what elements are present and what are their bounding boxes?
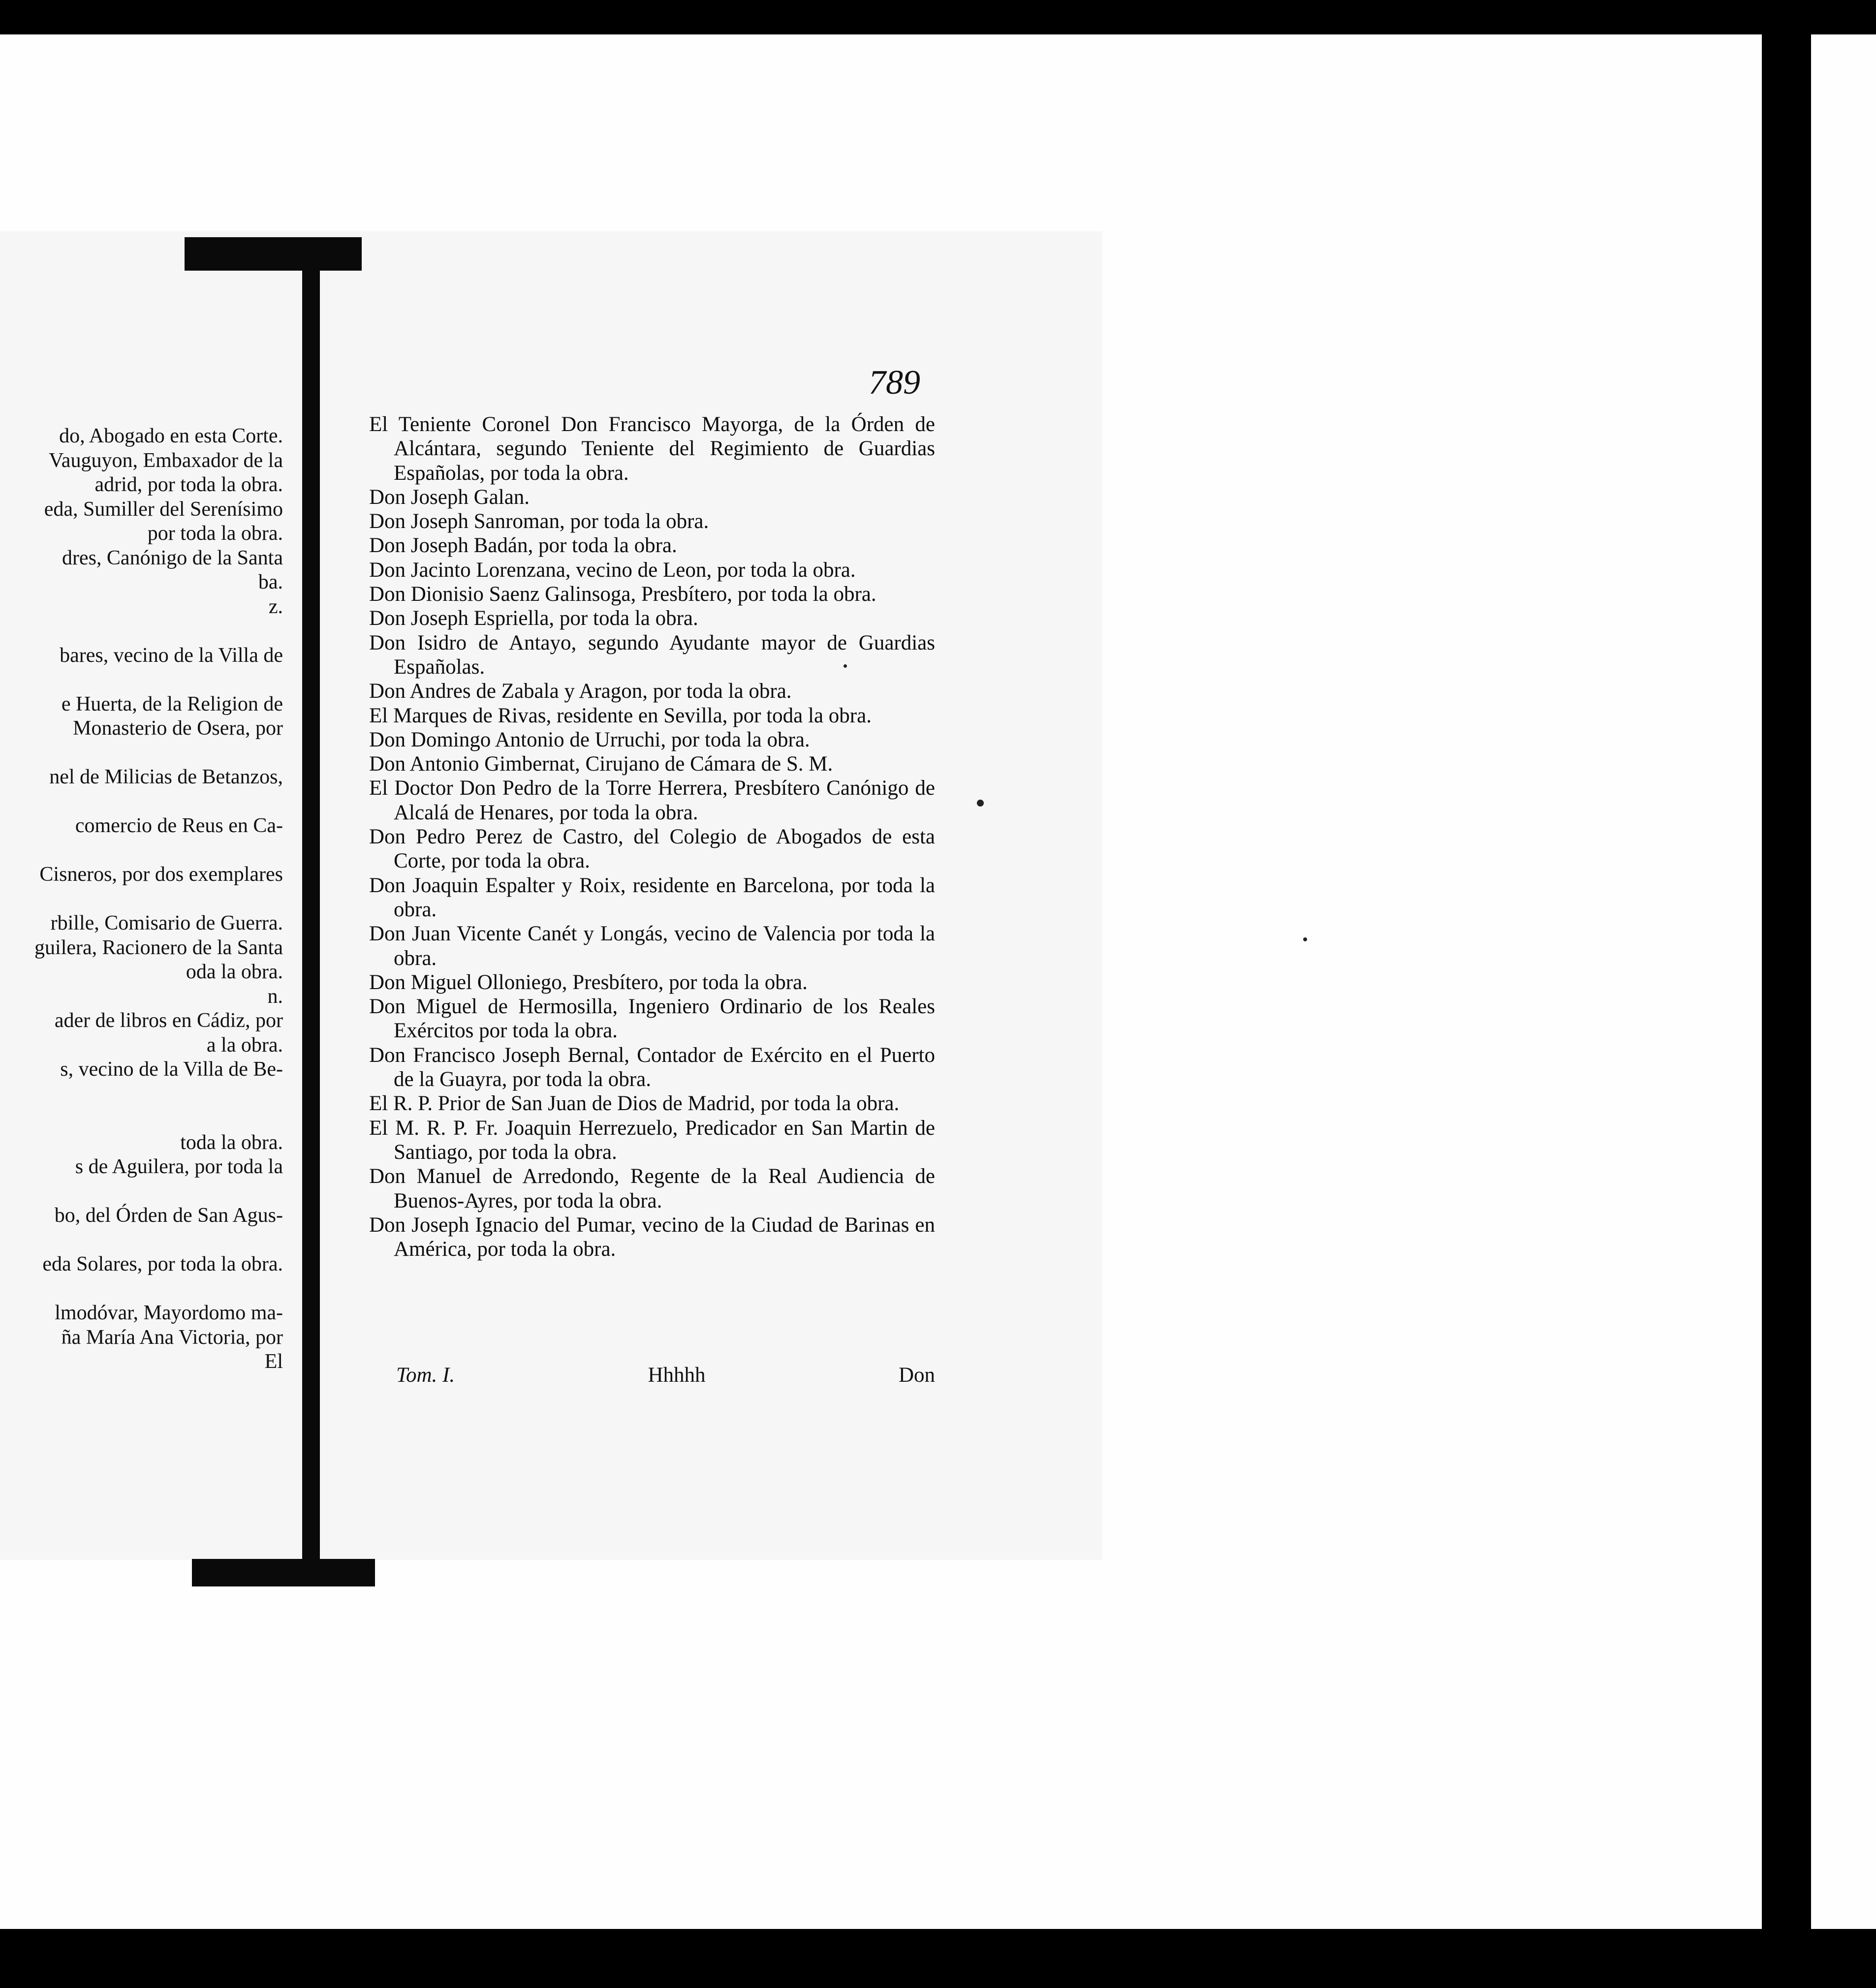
subscriber-entry: El M. R. P. Fr. Joaquin Herrezuelo, Predicador en San Martin de Santiago, por toda la obra. bbox=[369, 1116, 935, 1164]
fragment-line: Vauguyon, Embaxador de la bbox=[49, 449, 283, 472]
fragment-line: por toda la obra. bbox=[147, 522, 283, 545]
fragment-line: dres, Canónigo de la Santa bbox=[62, 546, 283, 569]
fragment-line bbox=[0, 1228, 283, 1253]
subscriber-entry: Don Joseph Badán, por toda la obra. bbox=[369, 534, 677, 558]
subscriber-entry: El R. P. Prior de San Juan de Dios de Madrid, por toda la obra. bbox=[369, 1092, 900, 1116]
clip-bracket-spine bbox=[302, 266, 320, 1560]
fragment-line: a la obra. bbox=[206, 1033, 283, 1056]
fragment-line: Monasterio de Osera, por bbox=[73, 717, 283, 740]
scan-speck bbox=[844, 664, 847, 668]
fragment-line: adrid, por toda la obra. bbox=[94, 473, 283, 496]
fragment-line: ader de libros en Cádiz, por bbox=[54, 1009, 283, 1032]
fragment-line: rbille, Comisario de Guerra. bbox=[50, 912, 283, 934]
fragment-line: toda la obra. bbox=[180, 1131, 283, 1154]
clip-bracket-bottom bbox=[192, 1559, 375, 1586]
page-number: 789 bbox=[869, 364, 920, 402]
fragment-line bbox=[0, 619, 283, 644]
subscriber-entry: Don Joseph Espriella, por toda la obra. bbox=[369, 607, 698, 630]
fragment-line: bo, del Órden de San Agus- bbox=[54, 1204, 283, 1227]
fragment-line: do, Abogado en esta Corte. bbox=[59, 425, 283, 447]
fragment-line bbox=[0, 790, 283, 814]
fragment-line bbox=[0, 839, 283, 863]
fragment-line: lmodóvar, Mayordomo ma- bbox=[55, 1302, 283, 1324]
subscriber-entry: Don Miguel de Hermosilla, Ingeniero Ordinario de los Reales Exércitos por toda la obra. bbox=[369, 995, 935, 1043]
fragment-line: e Huerta, de la Religion de bbox=[61, 692, 283, 715]
subscriber-entry: Don Dionisio Saenz Galinsoga, Presbítero, por toda la obra. bbox=[369, 583, 876, 606]
scan-speck bbox=[1303, 937, 1307, 941]
subscriber-entry: Don Isidro de Antayo, segundo Ayudante mayor de Guardias Españolas. bbox=[369, 631, 935, 679]
fragment-line: s de Aguilera, por toda la bbox=[75, 1155, 283, 1178]
fragment-line: ba. bbox=[258, 571, 283, 593]
fragment-line: s, vecino de la Villa de Be- bbox=[60, 1058, 283, 1081]
subscriber-entry: Don Andres de Zabala y Aragon, por toda la obra. bbox=[369, 680, 792, 703]
fragment-line bbox=[0, 1106, 283, 1131]
fragment-line: comercio de Reus en Ca- bbox=[75, 814, 283, 837]
fragment-line: eda Solares, por toda la obra. bbox=[42, 1253, 283, 1275]
fragment-line: bares, vecino de la Villa de bbox=[60, 644, 283, 667]
subscriber-entry: Don Domingo Antonio de Urruchi, por toda la obra. bbox=[369, 728, 810, 751]
subscriber-entry: Don Jacinto Lorenzana, vecino de Leon, por toda la obra. bbox=[369, 558, 856, 582]
catchword: Don bbox=[898, 1364, 935, 1387]
fragment-line: guilera, Racionero de la Santa bbox=[34, 936, 283, 959]
subscriber-entry: Don Joseph Sanroman, por toda la obra. bbox=[369, 510, 709, 533]
fragment-line: Cisneros, por dos exemplares bbox=[39, 863, 283, 886]
subscriber-entry: Don Miguel Olloniego, Presbítero, por toda la obra. bbox=[369, 970, 808, 994]
fragment-line bbox=[0, 1180, 283, 1204]
fragment-line: z. bbox=[268, 595, 283, 618]
scan-speck bbox=[977, 800, 984, 807]
fragment-line: oda la obra. bbox=[186, 961, 283, 983]
fragment-line bbox=[0, 668, 283, 692]
subscriber-entry: Don Antonio Gimbernat, Cirujano de Cámara de S. M. bbox=[369, 752, 833, 776]
adjacent-sheet-edge bbox=[1811, 34, 1876, 1929]
page-footer bbox=[396, 1363, 935, 1387]
subscriber-entry: Don Pedro Perez de Castro, del Colegio de Abogados de esta Corte, por toda la obra. bbox=[369, 825, 935, 873]
fragment-line: n. bbox=[267, 985, 283, 1008]
subscriber-entry: Don Francisco Joseph Bernal, Contador de Exército en el Puerto de la Guayra, por toda la obra. bbox=[369, 1043, 935, 1091]
subscriber-list bbox=[369, 412, 935, 1261]
subscriber-entry: El Teniente Coronel Don Francisco Mayorga, de la Órden de Alcántara, segundo Teniente del Regimiento de Guardias Españolas, por toda la obra. bbox=[369, 413, 935, 485]
fragment-line bbox=[0, 1277, 283, 1302]
volume-label: Tom. I. bbox=[396, 1364, 455, 1387]
fragment-line: ña María Ana Victoria, por bbox=[61, 1326, 283, 1349]
facing-page-text-fragments bbox=[0, 424, 283, 1374]
fragment-line bbox=[0, 887, 283, 912]
signature-mark: Hhhhh bbox=[648, 1364, 706, 1387]
fragment-line: eda, Sumiller del Serenísimo bbox=[44, 497, 283, 521]
subscriber-entry: El Marques de Rivas, residente en Sevilla, por toda la obra. bbox=[369, 704, 872, 727]
fragment-line bbox=[0, 1082, 283, 1107]
fragment-line bbox=[0, 741, 283, 766]
fragment-line: nel de Milicias de Betanzos, bbox=[49, 766, 283, 788]
subscriber-entry: Don Manuel de Arredondo, Regente de la Real Audiencia de Buenos-Ayres, por toda la obra. bbox=[369, 1165, 935, 1212]
subscriber-entry: Don Joaquin Espalter y Roix, residente en Barcelona, por toda la obra. bbox=[369, 873, 935, 921]
clip-bracket-top bbox=[185, 237, 362, 271]
fragment-line: El bbox=[264, 1350, 283, 1373]
subscriber-entry: Don Joseph Ignacio del Pumar, vecino de la Ciudad de Barinas en América, por toda la obra. bbox=[369, 1213, 935, 1261]
subscriber-entry: El Doctor Don Pedro de la Torre Herrera, Presbítero Canónigo de Alcalá de Henares, por toda la obra. bbox=[369, 777, 935, 824]
subscriber-entry: Don Joseph Galan. bbox=[369, 485, 530, 509]
subscriber-entry: Don Juan Vicente Canét y Longás, vecino de Valencia por toda la obra. bbox=[369, 922, 935, 970]
